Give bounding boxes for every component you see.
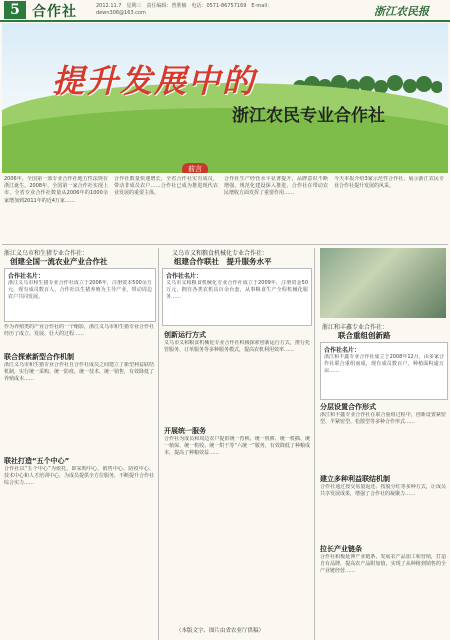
banner-subheadline: 浙江农民专业合作社 <box>232 106 385 126</box>
article1-kicker: 浙江义乌市和生猪专业合作社： <box>4 250 89 257</box>
article3-kicker: 浙江和丰鑫专业合作社： <box>322 324 389 331</box>
banner-image <box>2 23 448 173</box>
article2-sub1: 创新运行方式 <box>164 331 206 339</box>
intro-col-3: 合作社生产经营水平显著提升，品牌意识不断增强，规范化建设深入推进，合作社在带动农民增收方面发挥了重要作用…… <box>224 176 328 197</box>
article3-body1: 浙江和丰鑫专业合作社在联合重组过程中，创新设置紧密型、半紧密型、松散型等多种合作形式…… <box>320 412 446 426</box>
article3-profile-box <box>320 342 448 400</box>
article2-profile-box <box>162 268 312 326</box>
header-meta: 2012.11.7 星期三 责任编辑：曾胜楠 电话：0571-86757169 E-mail：dewn306@163.com <box>96 3 273 16</box>
article1-sub1: 联合探索新型合作机制 <box>4 353 74 361</box>
header-rule <box>0 20 450 22</box>
section-title: 合作社 <box>32 4 77 20</box>
page-number: 5 <box>4 1 26 19</box>
article2-profile-text: 义乌市义和粮食机械化专业合作社成立于2009年，注册资金50万元，拥有各类农机具百余台套，从事粮食生产全程机械化服务…… <box>166 280 308 301</box>
column-divider-2 <box>314 248 315 640</box>
article2-title: 组建合作联社 提升服务水平 <box>174 257 272 266</box>
article1-lead: 作为养殖类的产业合作社的一个缩影，浙江义乌市和生猪专业合作社经历了成立、发展、壮大的过程…… <box>4 324 154 338</box>
article3-sub1: 分层设置合作形式 <box>320 403 376 411</box>
article3-profile-text: 浙江和丰鑫专业合作社成立于2008年12月，由多家合作社联合重组而成，现有成员数百户，种植面积逾万亩…… <box>324 354 444 375</box>
column-divider-1 <box>158 248 159 640</box>
article3-body2: 合作社通过按交易量返还、按股分红等多种方式，让成员共享发展成果，增强了合作社的凝聚力…… <box>320 484 446 498</box>
article1-profile-text: 浙江义乌市和生猪专业合作社成立于2006年，注册资本500余万元，现有成员数百人，合作社以生猪养殖为主导产业，带动周边农户共同发展。 <box>8 280 152 301</box>
intro-col-1: 2006年，全国第一部专业合作社地方性法规在浙江诞生。2008年，全国第一家合作社实现上市，全省专业合作社数量从2006年的1000余家增加到2011年的近4万家…… <box>4 176 108 204</box>
article1-title: 创建全国一流农业产业合作社 <box>10 257 108 266</box>
intro-divider <box>2 244 448 245</box>
article1-body2: 合作社以“五个中心”为依托，即采购中心、销售中心、防疫中心、技术中心和人才培训中心，为成员提供全方位服务，不断提升合作社综合实力…… <box>4 466 154 487</box>
intro-col-2: 合作社数量快速增长，全省合作社实有成员，带动非成员农户……合作社已成为推进现代农业发展的重要主体。 <box>114 176 218 197</box>
intro-col-4: 今天本报介绍3家示范性合作社，展示浙江农民专业合作社提升发展的风采。 <box>334 176 444 190</box>
article2-profile-title: 合作社名片： <box>166 273 203 280</box>
article2-kicker: 义乌市义和粮食机械化专业合作社： <box>172 250 269 257</box>
article2-body1: 义乌市义和粮食机械化专业合作社积极探索创新运行方式，推行托管服务、订单服务等多种服务模式，提高农机利用效率…… <box>164 340 310 354</box>
article3-body3: 合作社积极延伸产业链条，发展农产品加工和营销，打造自有品牌，提高农产品附加值，实现了从种植到销售的全产业链经营…… <box>320 554 446 575</box>
article2-footer-note: （本版文字、图片由省农业厅供稿） <box>176 628 265 634</box>
article1-profile-title: 合作社名片： <box>8 273 45 280</box>
article1-body1: 浙江义乌市和生猪专业合作社自合作社成员之间建立了新型利益联结机制，实行统一采购、统一防疫、统一技术、统一销售，有效降低了养殖成本…… <box>4 362 154 383</box>
article2-body2: 合作社为成员和周边农户提供统一育秧、统一机耕、统一机插、统一植保、统一机收、统一烘干等“六统一”服务，有效降低了种粮成本，提高了种粮效益…… <box>164 436 310 457</box>
article3-title: 联合重组创新路 <box>338 331 391 340</box>
article1-profile-box <box>4 268 156 322</box>
banner-headline: 提升发展中的 <box>52 62 257 100</box>
article3-sub2: 建立多种利益联结机制 <box>320 475 390 483</box>
article3-sub3: 拉长产业链条 <box>320 545 362 553</box>
masthead: 浙江农民报 <box>374 5 429 18</box>
article1-sub2: 联社打造“五个中心” <box>4 457 70 465</box>
article2-sub2: 开展统一服务 <box>164 427 206 435</box>
article3-profile-title: 合作社名片： <box>324 347 361 354</box>
article3-photo <box>320 248 446 318</box>
foreword-badge: 前言 <box>182 163 208 173</box>
